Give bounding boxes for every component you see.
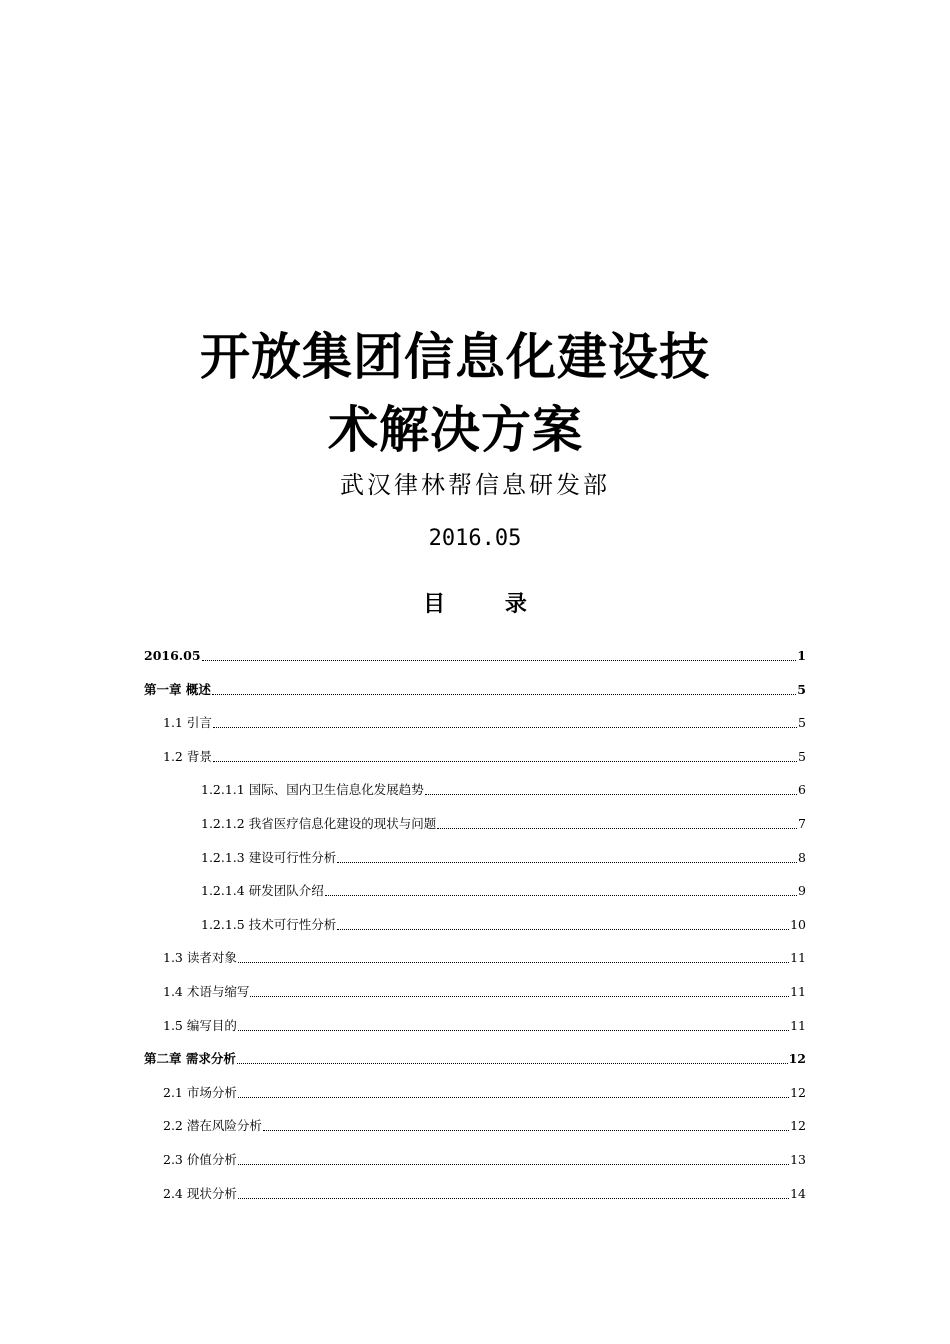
toc-dot-leader — [437, 828, 797, 829]
toc-entry-page-number: 5 — [798, 748, 806, 764]
document-date: 2016.05 — [428, 526, 522, 551]
toc-entry[interactable] — [163, 1114, 806, 1134]
toc-entry-label: 2.2 潜在风险分析 — [163, 1118, 262, 1134]
toc-entry-label: 第二章 需求分析 — [144, 1051, 236, 1067]
toc-entry-label: 2.1 市场分析 — [163, 1084, 237, 1100]
toc-entry-label: 2.4 现状分析 — [163, 1185, 237, 1201]
toc-entry-page-number: 14 — [790, 1185, 806, 1201]
toc-entry-label: 2.3 价值分析 — [163, 1152, 237, 1167]
toc-entry-page-number: 9 — [798, 883, 806, 899]
document-title-line-1: 开放集团信息化建设技 — [200, 328, 710, 386]
toc-dot-leader — [213, 727, 797, 728]
toc-entry-label: 1.2.1.2 我省医疗信息化建设的现状与问题 — [201, 816, 437, 831]
toc-dot-leader — [425, 794, 797, 795]
toc-entry[interactable] — [163, 1148, 806, 1168]
toc-entry[interactable] — [144, 678, 806, 698]
toc-entry-page-number: 11 — [790, 984, 806, 999]
toc-dot-leader — [213, 761, 797, 762]
toc-entry[interactable] — [144, 1047, 806, 1067]
toc-entry-label: 1.3 读者对象 — [163, 950, 237, 966]
toc-dot-leader — [238, 1164, 789, 1165]
toc-entry-page-number: 7 — [798, 816, 806, 831]
toc-dot-leader — [325, 895, 797, 896]
toc-entry-label: 1.4 术语与缩写 — [163, 984, 250, 999]
toc-dot-leader — [250, 996, 789, 997]
toc-entry[interactable] — [163, 980, 806, 1000]
toc-dot-leader — [238, 962, 789, 963]
toc-entry[interactable] — [201, 879, 806, 899]
toc-heading: 目 录 — [423, 592, 553, 617]
toc-entry-page-number: 5 — [797, 681, 806, 697]
toc-entry[interactable] — [163, 946, 806, 966]
toc-entry-page-number: 11 — [790, 950, 806, 966]
toc-dot-leader — [202, 660, 797, 661]
toc-dot-leader — [238, 1198, 789, 1199]
toc-entry[interactable] — [201, 913, 806, 933]
toc-entry-label: 1.1 引言 — [163, 715, 212, 731]
document-subtitle: 武汉律林帮信息研发部 — [340, 471, 610, 499]
toc-dot-leader — [337, 862, 797, 863]
toc-entry-page-number: 10 — [790, 916, 806, 932]
document-title-line-2: 术解决方案 — [328, 401, 583, 459]
toc-entry-page-number: 11 — [790, 1017, 806, 1033]
toc-entry[interactable] — [144, 644, 806, 664]
toc-entry-label: 1.2 背景 — [163, 748, 212, 764]
toc-entry-label: 2016.05 — [144, 648, 201, 663]
toc-dot-leader — [238, 1030, 789, 1031]
toc-entry[interactable] — [163, 745, 806, 765]
toc-entry-page-number: 6 — [798, 782, 806, 798]
toc-dot-leader — [263, 1130, 789, 1131]
toc-entry-label: 1.2.1.5 技术可行性分析 — [201, 916, 337, 932]
toc-entry[interactable] — [163, 1081, 806, 1101]
toc-dot-leader — [337, 929, 789, 930]
toc-dot-leader — [238, 1097, 789, 1098]
toc-dot-leader — [212, 694, 796, 695]
toc-entry-page-number: 12 — [788, 1051, 806, 1067]
toc-entry[interactable] — [201, 778, 806, 798]
toc-entry-page-number: 8 — [798, 849, 806, 865]
toc-entry-label: 第一章 概述 — [144, 681, 211, 697]
toc-entry-label: 1.2.1.1 国际、国内卫生信息化发展趋势 — [201, 782, 424, 798]
toc-entry-page-number: 13 — [790, 1152, 806, 1167]
toc-entry-page-number: 12 — [790, 1084, 806, 1100]
toc-entry-page-number: 1 — [797, 648, 806, 663]
toc-entry-label: 1.2.1.4 研发团队介绍 — [201, 883, 324, 899]
toc-entry[interactable] — [201, 812, 806, 832]
toc-entry[interactable] — [163, 711, 806, 731]
toc-entry[interactable] — [163, 1014, 806, 1034]
toc-entry-label: 1.5 编写目的 — [163, 1017, 237, 1033]
toc-entry[interactable] — [163, 1182, 806, 1202]
toc-entry-label: 1.2.1.3 建设可行性分析 — [201, 849, 337, 865]
toc-entry[interactable] — [201, 846, 806, 866]
toc-entry-page-number: 12 — [790, 1118, 806, 1134]
toc-dot-leader — [237, 1063, 788, 1064]
toc-entry-page-number: 5 — [798, 715, 806, 731]
